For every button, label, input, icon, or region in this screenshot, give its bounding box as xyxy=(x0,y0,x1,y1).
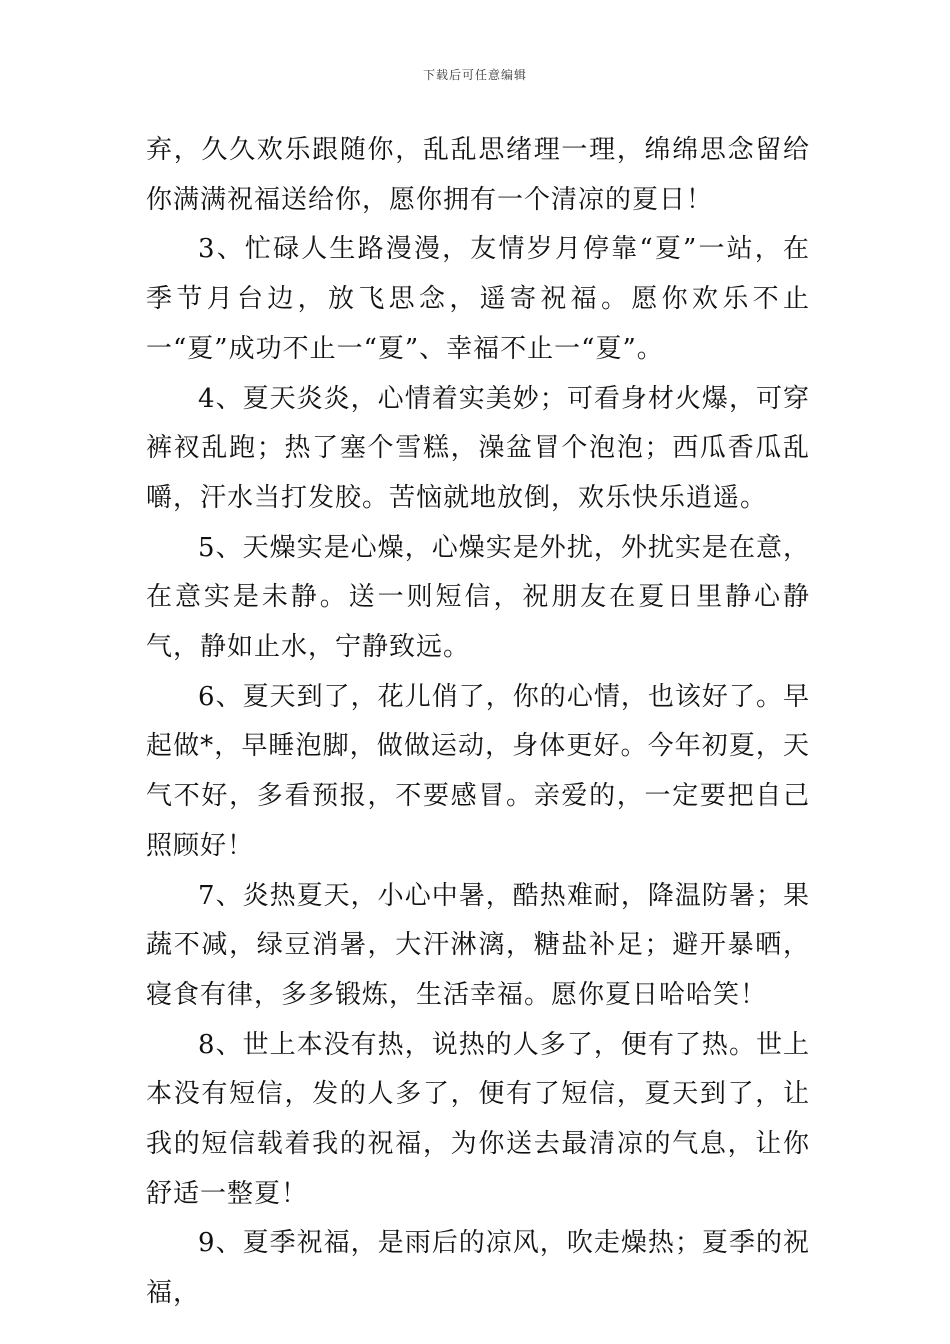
paragraph-5: 5、天燥实是心燥，心燥实是外扰，外扰实是在意，在意实是未静。送一则短信，祝朋友在夏日里静心静气，静如止水，宁静致远。 xyxy=(146,532,810,663)
paragraph-9: 9、夏季祝福，是雨后的凉风，吹走燥热；夏季的祝福， xyxy=(146,1228,810,1309)
paragraph-8: 8、世上本没有热，说热的人多了，便有了热。世上本没有短信，发的人多了，便有了短信，夏天到了，让我的短信载着我的祝福，为你送去最清凉的气息，让你舒适一整夏！ xyxy=(146,1029,810,1209)
header-note: 下载后可任意编辑 xyxy=(422,68,527,82)
paragraph-7: 7、炎热夏天，小心中暑，酷热难耐，降温防暑；果蔬不减，绿豆消暑，大汗淋漓，糖盐补足；避开暴晒，寝食有律，多多锻炼，生活幸福。愿你夏日哈哈笑！ xyxy=(146,880,810,1010)
paragraph-4: 4、夏天炎炎，心情着实美妙；可看身材火爆，可穿裤衩乱跑；热了塞个雪糕，澡盆冒个泡泡；西瓜香瓜乱嚼，汗水当打发胶。苦恼就地放倒，欢乐快乐逍遥。 xyxy=(146,383,810,513)
paragraph-3: 3、忙碌人生路漫漫，友情岁月停靠“夏”一站，在季节月台边，放飞思念，遥寄祝福。愿你欢乐不止一“夏”成功不止一“夏”、幸福不止一“夏”。 xyxy=(146,234,810,364)
document-body xyxy=(146,126,810,1319)
paragraph-continuation: 弃，久久欢乐跟随你，乱乱思绪理一理，绵绵思念留给你满满祝福送给你，愿你拥有一个清凉的夏日！ xyxy=(146,135,810,215)
paragraph-6: 6、夏天到了，花儿俏了，你的心情，也该好了。早起做*，早睡泡脚，做做运动，身体更好。今年初夏，天气不好，多看预报，不要感冒。亲爱的，一定要把自己照顾好！ xyxy=(146,681,810,861)
